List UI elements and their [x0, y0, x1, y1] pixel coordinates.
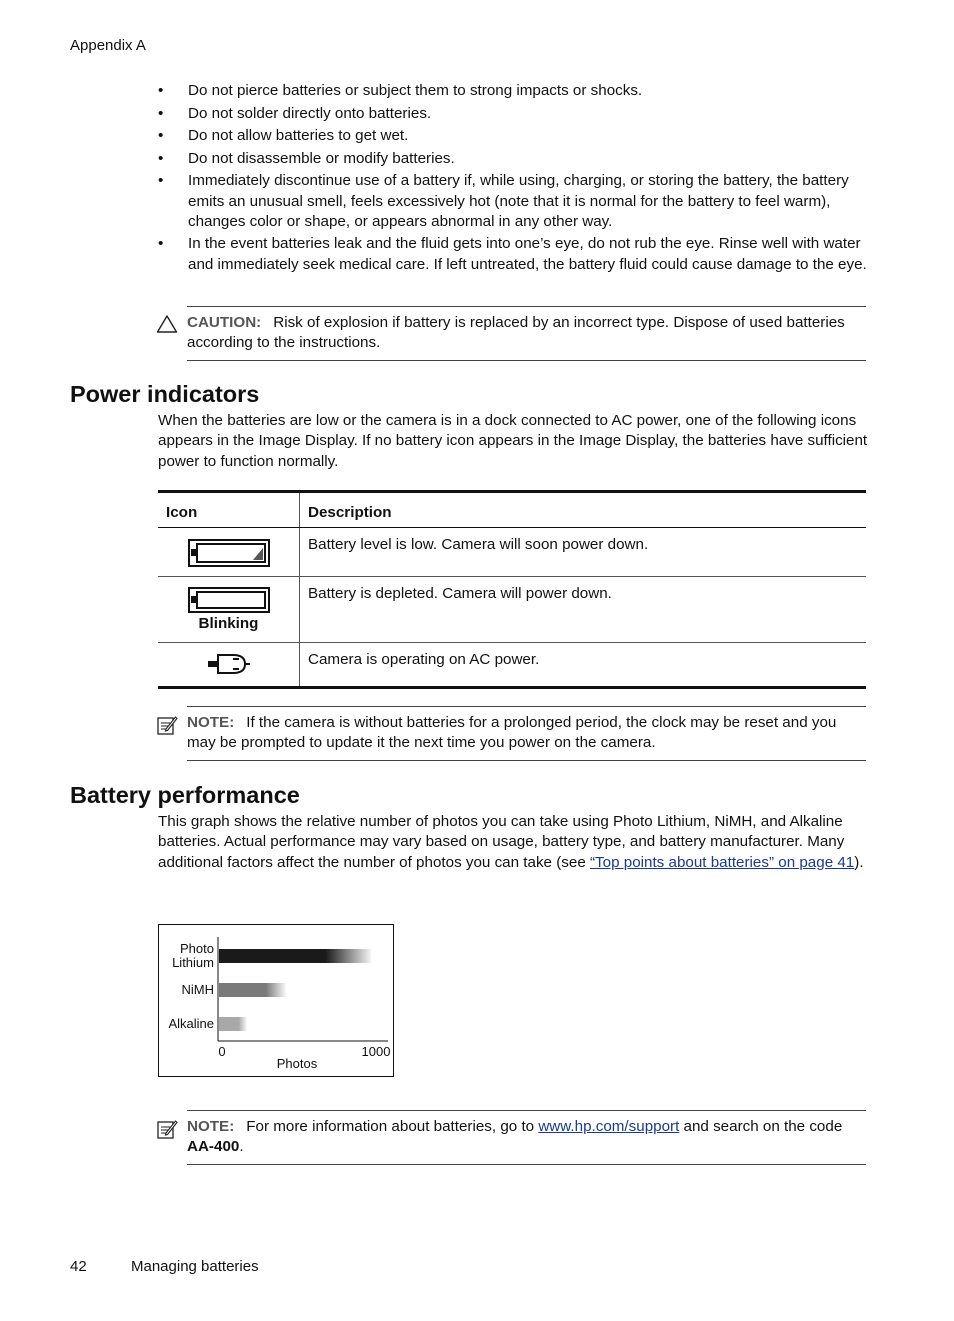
column-header-icon: Icon [158, 493, 300, 528]
power-indicators-intro: When the batteries are low or the camera is in a dock connected to AC power, one of the following icons appears in the Image Display. If no battery icon appears in the Image Display, the batteries have sufficient power to function normally. [158, 412, 868, 470]
bar-alkaline [219, 1017, 247, 1031]
description-cell: Battery level is low. Camera will soon power down. [308, 536, 649, 553]
column-header-description: Description [300, 493, 867, 528]
power-indicators-heading: Power indicators [70, 381, 260, 407]
battery-low-icon [187, 538, 271, 568]
category-label: NiMH [181, 982, 214, 997]
blinking-caption: Blinking [198, 615, 259, 632]
list-item: • Do not pierce batteries or subject them to strong impacts or shocks. [157, 81, 869, 101]
battery-performance-intro [158, 812, 868, 873]
caution-label: CAUTION: [187, 314, 262, 331]
caution-box [187, 306, 866, 361]
note-box [187, 706, 866, 761]
support-code: AA-400 [187, 1138, 240, 1156]
ac-power-plug-icon [205, 652, 253, 676]
table-row [158, 528, 866, 577]
note-pad-icon [156, 1119, 178, 1139]
note-text-end: . [239, 1138, 244, 1156]
top-points-link[interactable]: “Top points about batteries” on page 41 [589, 853, 855, 871]
list-item: • In the event batteries leak and the fluid gets into one’s eye, do not rub the eye. Rinse well with water and immediately seek medical care. If left untreated, the battery fluid could cause damage to the eye. [157, 234, 869, 274]
x-tick-label: 1000 [361, 1044, 391, 1059]
intro-text-end: ). [854, 853, 864, 871]
note-text-cont: and search on the code [679, 1118, 843, 1135]
power-indicator-table [158, 490, 866, 689]
footer-section-title: Managing batteries [131, 1258, 259, 1275]
category-label: Lithium [172, 955, 214, 970]
safety-bullet-list [157, 81, 869, 277]
table-row [158, 577, 866, 643]
note-text: For more information about batteries, go to [246, 1118, 539, 1135]
bar-photo-lithium [219, 949, 371, 963]
note-box [187, 1110, 866, 1165]
description-cell: Camera is operating on AC power. [300, 643, 867, 686]
table-row [158, 643, 866, 686]
note-text: If the camera is without batteries for a prolonged period, the clock may be reset and you may be prompted to update it the next time you power on the camera. [187, 714, 837, 752]
category-label: Alkaline [168, 1016, 214, 1031]
battery-performance-heading: Battery performance [70, 782, 300, 808]
chart-svg [159, 925, 393, 1076]
running-header: Appendix A [70, 37, 146, 54]
list-item: • Do not allow batteries to get wet. [157, 126, 869, 146]
list-item: • Do not solder directly onto batteries. [157, 104, 869, 124]
list-item: • Immediately discontinue use of a battery if, while using, charging, or storing the battery, the battery emits an unusual smell, feels excessively hot (note that it is normal for the battery to feel warm), changes color or shape, or appears abnormal in any other way. [157, 171, 869, 232]
caution-text: Risk of explosion if battery is replaced by an incorrect type. Dispose of used batteries according to the instructions. [187, 314, 845, 352]
note-label: NOTE: [187, 1118, 235, 1135]
x-axis-label: Photos [276, 1056, 318, 1071]
battery-performance-chart [158, 924, 394, 1077]
x-tick-label: 0 [218, 1044, 226, 1059]
note-label: NOTE: [187, 714, 235, 731]
description-cell: Battery is depleted. Camera will power down. [300, 577, 867, 643]
note-pad-icon [156, 715, 178, 735]
hp-support-link[interactable]: www.hp.com/support [538, 1118, 680, 1135]
intro-text: This graph shows the relative number of photos you can take using Photo Lithium, NiMH, and Alkaline batteries. Actual performance may vary based on usage, battery type, and battery manufacturer. Many additional factors affect the number of photos you can take (see [158, 813, 845, 871]
battery-empty-icon [187, 586, 271, 614]
list-item: • Do not disassemble or modify batteries. [157, 149, 869, 169]
page-number: 42 [70, 1258, 87, 1275]
warning-triangle-icon [156, 314, 178, 334]
category-label: Photo [180, 941, 214, 956]
bar-nimh [219, 983, 286, 997]
